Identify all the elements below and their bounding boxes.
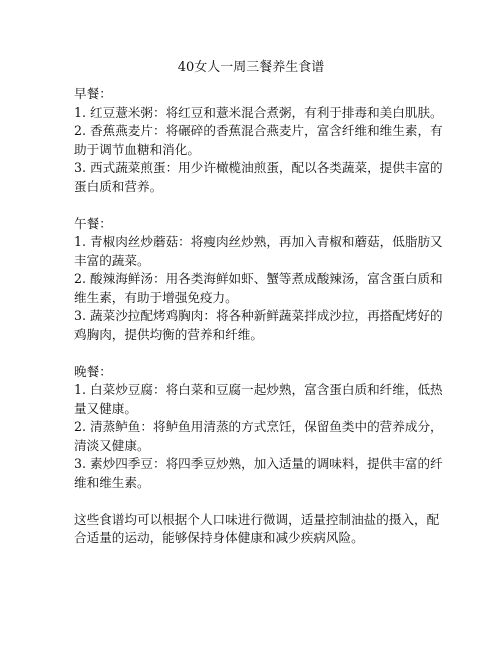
breakfast-item-1: 1. 红豆薏米粥：将红豆和薏米混合煮粥，有利于排毒和美白肌肤。 xyxy=(74,104,443,120)
closing-section xyxy=(74,511,444,548)
breakfast-heading: 早餐： xyxy=(74,86,112,101)
dinner-item-2: 2. 清蒸鲈鱼：将鲈鱼用清蒸的方式烹饪，保留鱼类中的营养成分，清淡又健康。 xyxy=(74,419,443,453)
lunch-heading: 午餐： xyxy=(74,215,112,231)
dinner-item-3: 3. 素炒四季豆：将四季豆炒熟，加入适量的调味料，提供丰富的纤维和维生素。 xyxy=(74,456,443,490)
lunch-item-3: 3. 蔬菜沙拉配烤鸡胸肉：将各种新鲜蔬菜拌成沙拉，再搭配烤好的鸡胸肉，提供均衡的营养和纤维。 xyxy=(74,308,443,342)
lunch-item-2: 2. 酸辣海鲜汤：用各类海鲜如虾、蟹等煮成酸辣汤，富含蛋白质和维生素，有助于增强免疫力。 xyxy=(74,271,443,305)
document-content xyxy=(74,85,444,548)
dinner-item-1: 1. 白菜炒豆腐：将白菜和豆腐一起炒熟，富含蛋白质和纤维，低热量又健康。 xyxy=(74,382,443,416)
breakfast-section xyxy=(74,85,444,196)
breakfast-item-2: 2. 香蕉燕麦片：将碾碎的香蕉混合燕麦片，富含纤维和维生素，有助于调节血糖和消化。 xyxy=(74,123,443,157)
dinner-section xyxy=(74,363,444,493)
lunch-item-1: 1. 青椒肉丝炒蘑菇：将瘦肉丝炒熟，再加入青椒和蘑菇，低脂肪又丰富的蔬菜。 xyxy=(74,234,443,268)
closing-paragraph: 这些食谱均可以根据个人口味进行微调，适量控制油盐的摄入，配合适量的运动，能够保持身体健康和减少疾病风险。 xyxy=(74,511,440,545)
dinner-heading: 晚餐： xyxy=(74,363,112,379)
document-title: 40女人一周三餐养生食谱 xyxy=(177,60,325,75)
lunch-section xyxy=(74,215,444,345)
breakfast-item-3: 3. 西式蔬菜煎蛋：用少许橄榄油煎蛋，配以各类蔬菜，提供丰富的蛋白质和营养。 xyxy=(74,160,443,194)
